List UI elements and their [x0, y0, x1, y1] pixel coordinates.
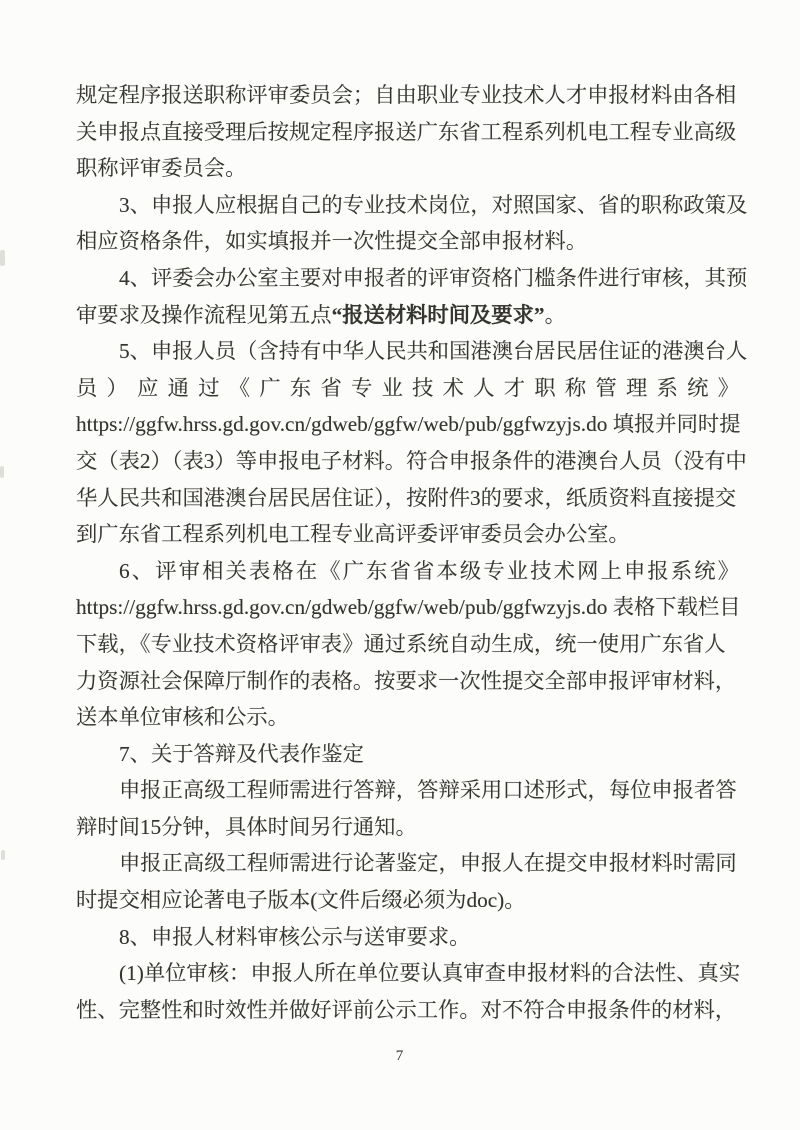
- text-line: 辩时间15分钟，具体时间另行通知。: [76, 814, 417, 839]
- text-line: 申报正高级工程师需进行论著鉴定，申报人在提交申报材料时需同: [119, 851, 737, 876]
- text-line: (1)单位审核：申报人所在单位要认真审查申报材料的合法性、真实: [119, 961, 741, 986]
- text-line: 6、评审相关表格在《广东省省本级专业技术网上申报系统》: [119, 558, 739, 583]
- text-line-url: https://ggfw.hrss.gd.gov.cn/gdweb/ggfw/web/pub/ggfwzyjs.do 填报并同时提: [76, 412, 741, 437]
- text-line: 8、申报人材料审核公示与送审要求。: [119, 924, 471, 949]
- bold-text-segment: “报送材料时间及要求”: [331, 302, 545, 327]
- text-line: [76, 297, 739, 334]
- text-line: 交（表2）（表3）等申报电子材料。符合申报条件的港澳台人员（没有中: [76, 448, 747, 473]
- text-line-url: https://ggfw.hrss.gd.gov.cn/gdweb/ggfw/web/pub/ggfwzyjs.do 表格下载栏目: [76, 595, 741, 620]
- scan-speck: [1, 850, 5, 860]
- text-segment: 。: [544, 302, 566, 327]
- text-line: 性、完整性和时效性并做好评前公示工作。对不符合申报条件的材料，: [76, 997, 737, 1022]
- text-line: 送本单位审核和公示。: [76, 705, 289, 730]
- text-line: 规定程序报送职称评审委员会；自由职业专业技术人才申报材料由各相: [76, 83, 737, 107]
- text-line: 下载，《专业技术资格评审表》通过系统自动生成，统一使用广东省人: [76, 631, 726, 656]
- text-line: 到广东省工程系列机电工程专业高评委评审委员会办公室。: [76, 522, 630, 547]
- text-line: 力资源社会保障厅制作的表格。按要求一次性提交全部申报评审材料，: [76, 668, 737, 693]
- text-line: 职称评审委员会。: [76, 156, 247, 181]
- text-line: 时提交相应论著电子版本(文件后缀必须为doc)。: [76, 888, 526, 913]
- document-body: [76, 77, 748, 1028]
- text-line: 7、关于答辩及代表作鉴定: [119, 741, 364, 766]
- text-line: 华人民共和国港澳台居民居住证），按附件3的要求，纸质资料直接提交: [76, 485, 737, 510]
- text-line: 关申报点直接受理后按规定程序报送广东省工程系列机电工程专业高级: [76, 119, 737, 144]
- scan-speck: [0, 250, 5, 266]
- text-line: 3、申报人应根据自己的专业技术岗位，对照国家、省的职称政策及: [119, 192, 748, 217]
- text-line: 相应资格条件，如实填报并一次性提交全部申报材料。: [76, 229, 588, 254]
- text-line: 申报正高级工程师需进行答辩，答辩采用口述形式，每位申报者答: [119, 778, 737, 803]
- page-number: 7: [395, 1048, 405, 1064]
- text-line: 员）应通过《广东省专业技术人才职称管理系统》: [76, 375, 739, 400]
- scan-speck: [0, 466, 4, 478]
- text-segment: 审要求及操作流程见第五点: [76, 302, 332, 327]
- text-line: 5、申报人员（含持有中华人民共和国港澳台居民居住证的港澳台人: [119, 339, 748, 364]
- text-line: 4、评委会办公室主要对申报者的评审资格门槛条件进行审核，其预: [119, 265, 748, 290]
